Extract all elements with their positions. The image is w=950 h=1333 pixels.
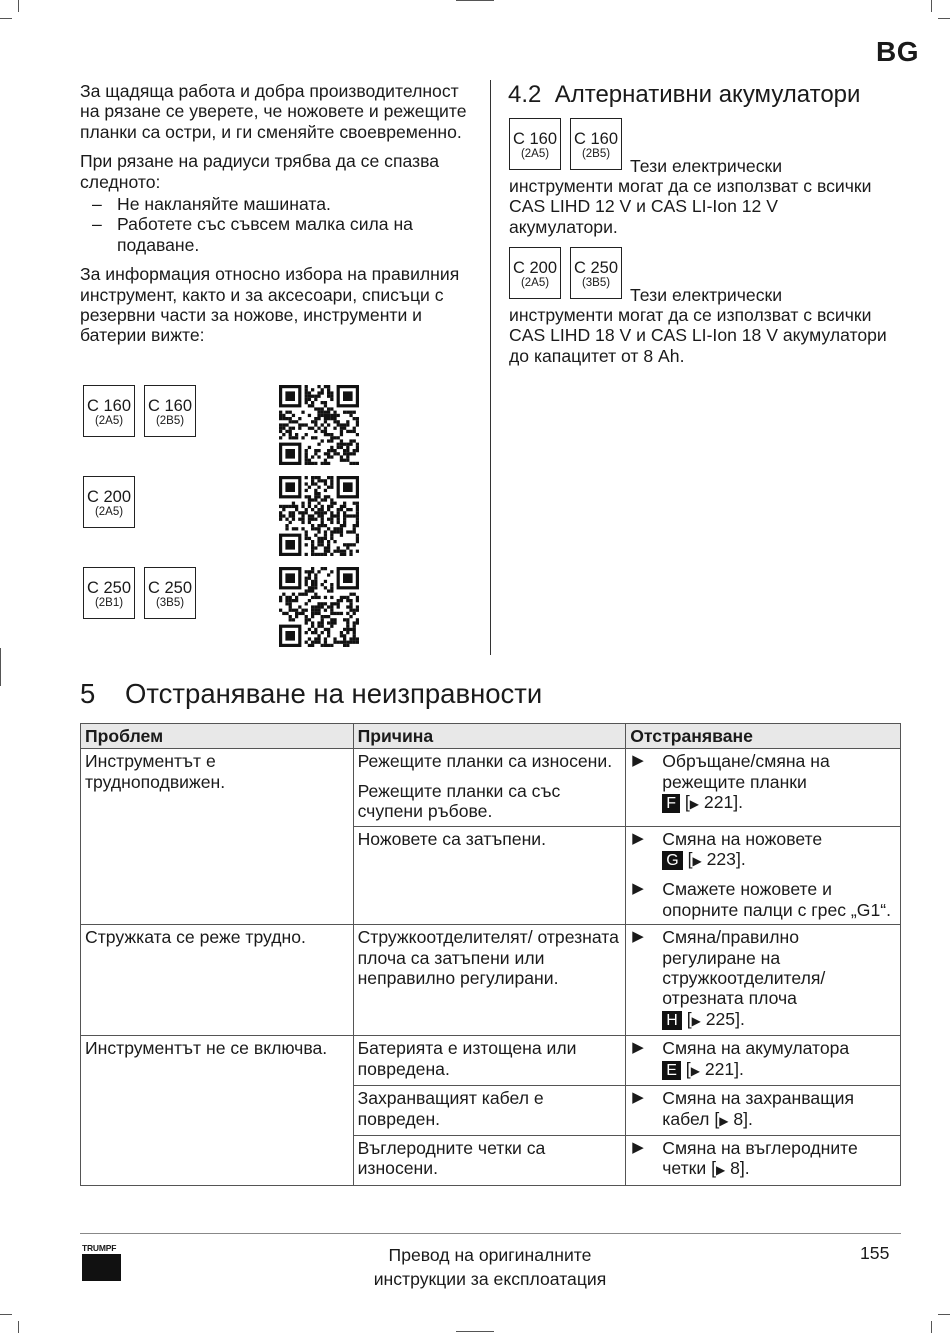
remedy-cell: ▶ Смяна/правилно регулиране на стружкоотделителя/ отрезната плоча H [▶ 225]. xyxy=(626,925,901,1036)
problem-cell: Инструментът не се включва. xyxy=(81,1036,354,1185)
page-reference[interactable]: [▶ 225]. xyxy=(686,1008,745,1029)
model-badge: C 200 (2A5) xyxy=(509,247,561,299)
cause-cell: Режещите планки са износени. Режещите планки са със счупени ръбове. xyxy=(353,749,626,826)
paragraph: За щадяща работа и добра производителност на рязане се уверете, че ножовете и режещите планки са остри, и ги сменяйте своевременно. xyxy=(80,81,467,142)
model-badge: C 160 (2A5) xyxy=(83,385,135,437)
cause-cell: Батерията е изтощена или повредена. xyxy=(353,1036,626,1086)
action-arrow-icon: ▶ xyxy=(632,1039,644,1057)
figure-label-badge: G xyxy=(662,851,682,870)
paragraph: Тези електрически xyxy=(630,156,783,176)
cause-cell: Ножовете са затъпени. xyxy=(353,826,626,925)
crop-mark xyxy=(938,18,950,19)
crop-mark xyxy=(938,1314,950,1315)
remedy-cell: ▶ Смяна на въглеродните четки [▶ 8]. xyxy=(626,1135,901,1185)
model-badge: C 250 (2B1) xyxy=(83,567,135,619)
action-arrow-icon: ▶ xyxy=(632,928,644,946)
trumpf-logo-icon xyxy=(82,1254,121,1281)
model-badge: C 250 (3B5) xyxy=(570,247,622,299)
model-badge: C 160 (2B5) xyxy=(144,385,196,437)
table-row xyxy=(81,925,901,1036)
figure-label-badge: E xyxy=(662,1061,681,1080)
column-header: Причина xyxy=(353,724,626,749)
qr-code-icon[interactable] xyxy=(279,476,359,556)
table-row xyxy=(81,749,901,826)
remedy-cell: ▶ Смяна на захранващия кабел [▶ 8]. xyxy=(626,1086,901,1136)
page-reference[interactable]: [▶ 8]. xyxy=(714,1108,753,1129)
paragraph: инструменти могат да се използват с всички CAS LIHD 12 V и CAS LI-Ion 12 V акумулатори. xyxy=(509,176,872,237)
table-row xyxy=(81,1036,901,1086)
crop-mark xyxy=(931,0,932,12)
model-badge: C 200 (2A5) xyxy=(83,476,135,528)
column-header: Отстраняване xyxy=(626,724,901,749)
crop-mark xyxy=(456,1331,494,1332)
crop-mark xyxy=(0,1314,12,1315)
paragraph: инструменти могат да се използват с всички CAS LIHD 18 V и CAS LI-Ion 18 V акумулатори до капацитет от 8 Ah. xyxy=(509,305,887,366)
remedy-cell: ▶ Смяна на акумулатора E [▶ 221]. xyxy=(626,1036,901,1086)
remedy-cell: ▶ Смяна на ножовете G [▶ 223]. ▶ Смажете ножовете и опорните палци с грес „G1“. xyxy=(626,826,901,925)
qr-code-icon[interactable] xyxy=(279,567,359,647)
trumpf-logo: TRUMPF xyxy=(82,1243,117,1253)
paragraph: Тези електрически xyxy=(630,285,783,305)
action-arrow-icon: ▶ xyxy=(632,880,644,898)
footer-title: Превод на оригиналните инструкции за експлоатация xyxy=(373,1245,607,1289)
column-divider xyxy=(490,80,491,655)
crop-mark xyxy=(456,0,494,1)
remedy-cell: ▶ Обръщане/смяна на режещите планки F [▶ 221]. xyxy=(626,749,901,826)
action-arrow-icon: ▶ xyxy=(632,752,644,770)
cause-cell: Въглеродните четки са износени. xyxy=(353,1135,626,1185)
problem-cell: Стружката се реже трудно. xyxy=(81,925,354,1036)
section-heading: 4.2 Алтернативни акумулатори xyxy=(508,81,861,108)
crop-mark xyxy=(931,1321,932,1333)
left-column xyxy=(80,81,475,355)
page-reference[interactable]: [▶ 223]. xyxy=(687,849,746,870)
model-badge: C 160 (2A5) xyxy=(509,118,561,170)
chapter-heading: 5 Отстраняване на неизправности xyxy=(80,678,543,709)
action-arrow-icon: ▶ xyxy=(632,829,644,847)
figure-label-badge: H xyxy=(662,1011,682,1030)
crop-mark xyxy=(18,0,19,12)
paragraph: При рязане на радиуси трябва да се спазва следното: xyxy=(80,151,440,192)
crop-mark xyxy=(0,18,12,19)
list-item: – Работете със съвсем малка сила на подаване. xyxy=(92,214,413,255)
model-badge: C 250 (3B5) xyxy=(144,567,196,619)
cause-cell: Захранващият кабел е повреден. xyxy=(353,1086,626,1136)
problem-cell: Инструментът е трудноподвижен. xyxy=(81,749,354,925)
page-reference[interactable]: [▶ 221]. xyxy=(684,792,744,813)
troubleshooting-table xyxy=(80,723,901,1186)
model-badge: C 160 (2B5) xyxy=(570,118,622,170)
footer-divider xyxy=(80,1233,901,1234)
list-item: – Не накланяйте машината. xyxy=(92,194,331,215)
crop-mark xyxy=(0,648,1,686)
table-header-row xyxy=(81,724,901,749)
crop-mark xyxy=(18,1321,19,1333)
page-reference[interactable]: [▶ 8]. xyxy=(711,1158,750,1179)
action-arrow-icon: ▶ xyxy=(632,1138,644,1156)
cause-cell: Стружкоотделителят/ отрезната плоча са затъпени или неправилно регулирани. xyxy=(353,925,626,1036)
column-header: Проблем xyxy=(81,724,354,749)
page-number: 155 xyxy=(860,1243,890,1263)
language-label: BG xyxy=(876,36,919,67)
action-arrow-icon: ▶ xyxy=(632,1089,644,1107)
page-reference[interactable]: [▶ 221]. xyxy=(685,1058,744,1079)
figure-label-badge: F xyxy=(662,794,680,813)
qr-code-icon[interactable] xyxy=(279,385,359,465)
paragraph: За информация относно избора на правилния инструмент, както и за аксесоари, списъци с резервни части за ножове, инструменти и батерии вижте: xyxy=(80,264,460,346)
